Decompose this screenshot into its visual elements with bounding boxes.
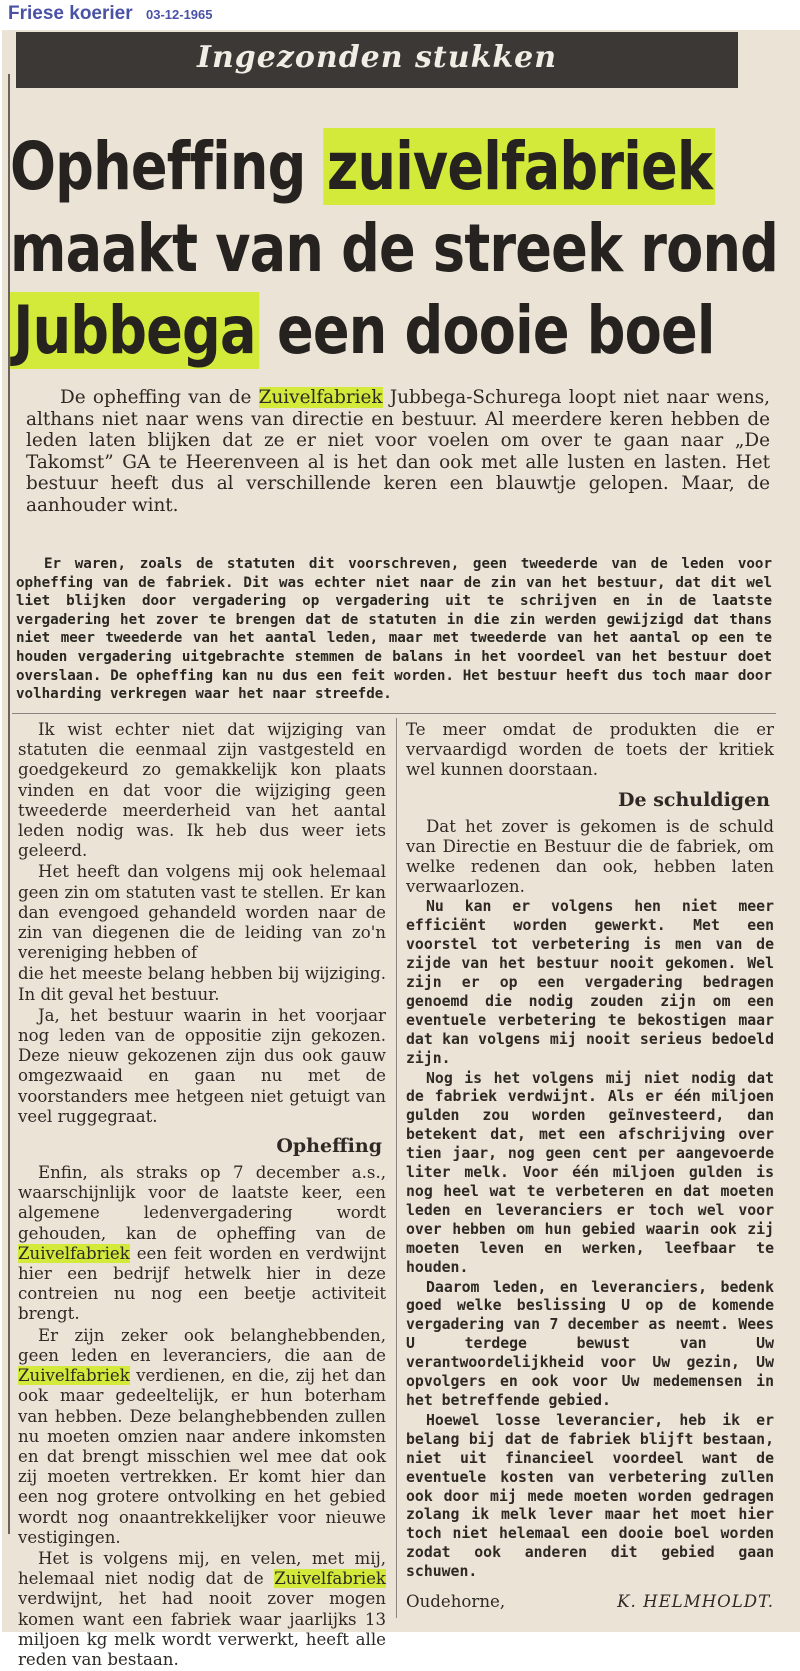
text: Jubbega-Schurega loopt niet naar wens, althans niet naar wens van directie en bestuur. Al meerdere keren hebben de leden laten blijken dat ze er niet voor voelen om over te gaan naar „De Takomst” GA te Heerenveen al is het dan ook met alle lusten en lasten. Het bestuur heeft dus al verschillende keren een blauwtje gelopen. Maar, de aanhouder wint. [26, 387, 770, 516]
right-column [406, 720, 774, 1612]
paragraph: Nu kan er volgens hen niet meer efficiënt worden gewerkt. Met een voorstel tot verbetering is men van de zijde van het bestuur nooit gekomen. Wel zijn er op een vergadering bedragen genoemd die nodig zouden zijn om een eventuele verbetering te bekostigen maar dat kan volgens mij nooit serieus bedoeld zijn. [406, 898, 774, 1067]
paragraph [18, 1549, 386, 1670]
highlighted-term: zuivelfabriek [324, 128, 716, 205]
headline-line-1 [10, 126, 713, 208]
paragraph: Ja, het bestuur waarin in het voorjaar nog leden van de oppositie zijn gekozen. Deze nieuw gekozenen zijn dus ook gauw omgezwaaid en gaan nu met de voorstanders mee hetgeen niet getuigt van veel ruggegraat. [18, 1005, 386, 1126]
text: Enfin, als straks op 7 december a.s., waarschijnlijk voor de laatste keer, een algemene ledenvergadering wordt gehouden, kan de opheffing van de [18, 1163, 386, 1243]
author-place: Oudehorne, [406, 1592, 506, 1612]
paragraph: Te meer omdat de produkten die er vervaardigd worden de toets der kritiek wel kunnen doorstaan. [406, 720, 774, 780]
newspaper-clipping [2, 30, 800, 1669]
column-rule [396, 718, 397, 1618]
paragraph [18, 1326, 386, 1548]
text: een feit worden en verdwijnt hier een bedrijf hetwelk hier in deze contreien nu nog een beetje activiteit brengt. [18, 1243, 386, 1324]
paragraph: Dat het zover is gekomen is de schuld van Directie en Bestuur die de fabriek, om welke redenen dan ook, hebben laten verwaarlozen. [406, 816, 774, 897]
text: verdienen, en die, zij het dan ook maar gedeeltelijk, er hun boterham van hebben. Deze belanghebbenden zullen nu moeten omzien naar andere inkomsten en dat brengt misschien wel mee dat ook zij moeten vertrekken. Er komt hier dan een nog grotere ontvolking en het gebied wordt nog onaantrekkelijker voor nieuwe vestigingen. [18, 1366, 386, 1547]
paragraph: Het heeft dan volgens mij ook helemaal geen zin om statuten vast te stellen. Er kan dan evengoed gehandeld worden naar de zin van diegenen die de leiding van zo'n vereniging hebben of [18, 862, 386, 963]
section-title: Ingezonden stukken [196, 40, 558, 75]
left-column [18, 720, 386, 1671]
paragraph: die het meeste belang hebben bij wijziging. In dit geval het bestuur. [18, 964, 386, 1004]
article-headline [10, 126, 779, 372]
article-intro [26, 387, 770, 516]
newspaper-name: Friese koerier [8, 3, 133, 24]
highlighted-term: Zuivelfabriek [18, 1243, 130, 1263]
headline-text: Opheffing [10, 128, 324, 205]
text: verdwijnt, het had nooit zover mogen komen want een fabriek waar jaarlijks 13 miljoen kg melk wordt verwerkt, heeft alle reden van bestaan. [18, 1589, 386, 1669]
intro-paragraph [26, 387, 770, 516]
section-banner [16, 32, 738, 88]
article-lead [16, 555, 772, 704]
paragraph: Nog is het volgens mij niet nodig dat de fabriek verdwijnt. Als er één miljoen gulden zou worden geïnvesteerd, dan betekent dat, met een afschrijving over tien jaar, nog geen cent per aangevoerde liter melk. Voor één miljoen gulden is nog heel wat te verbeteren en dat moeten leden en leveranciers er toch wel voor over hebben om hun gebied waarin ook zij moeten leven en werken, leefbaar te houden. [406, 1069, 774, 1276]
headline-text: een dooie boel [258, 292, 715, 369]
paragraph: Daarom leden, en leveranciers, bedenk goed welke beslissing U op de komende vergadering van 7 december as neemt. Wees U terdege bewust van Uw verantwoordelijkheid voor Uw gezin, Uw opvolgers en ook voor Uw medemensen in het betreffende gebied. [406, 1278, 774, 1409]
paragraph [18, 1163, 386, 1325]
horizontal-rule [12, 713, 776, 714]
headline-line-2: maakt van de streek rond [10, 210, 779, 287]
text: De opheffing van de [60, 387, 259, 408]
lead-paragraph: Er waren, zoals de statuten dit voorschreven, geen tweederde van de leden voor opheffing van de fabriek. Dit was echter niet naar de zin van het bestuur, dat dit wel liet blijken door vergadering op vergadering uit te schrijven en in de laatste vergadering het zover te brengen dat de statuten in die zin werden gewijzigd dat thans niet meer tweederde van het aantal leden, maar met tweederde van het aantal op een te houden vergadering uitgebrachte stemmen de balans in het voordeel van het bestuur doet overslaan. De opheffing kan nu dus een feit worden. Het bestuur heeft dus toch maar door volharding verkregen waar het naar streefde. [16, 556, 772, 703]
paragraph: Hoewel losse leverancier, heb ik er belang bij dat de fabriek blijft bestaan, niet uit financieel voordeel want de eventuele kosten van verbetering zullen ook door mij mede moeten worden gedragen zolang ik melk lever maar het moet hier toch niet helemaal een dooie boel worden zodat ook anderen dit gebied gaan schuwen. [406, 1411, 774, 1581]
signature [406, 1592, 774, 1612]
paragraph: Ik wist echter niet dat wijziging van statuten die eenmaal zijn vastgesteld en goedgekeurd zo gemakkelijk kon plaats vinden en dat voor die wijziging geen tweederde meerderheid van het aantal leden nodig was. Ik heb dus weer iets geleerd. [18, 720, 386, 861]
highlighted-term: Zuivelfabriek [258, 387, 383, 408]
publication-date: 03-12-1965 [146, 7, 213, 22]
highlighted-term: Zuivelfabriek [18, 1366, 130, 1386]
highlighted-term: Jubbega [10, 292, 259, 369]
text: Het is volgens mij, en velen, met mij, helemaal niet nodig dat de [18, 1548, 386, 1589]
author-name: K. HELMHOLDT. [617, 1592, 774, 1612]
archive-header [0, 0, 800, 30]
highlighted-term: Zuivelfabriek [274, 1569, 386, 1589]
text: Er zijn zeker ook belanghebbenden, geen leden en leveranciers, die aan de [18, 1325, 386, 1365]
subheading: De schuldigen [618, 788, 770, 811]
subheading: Opheffing [276, 1135, 382, 1158]
headline-line-3 [10, 290, 715, 372]
